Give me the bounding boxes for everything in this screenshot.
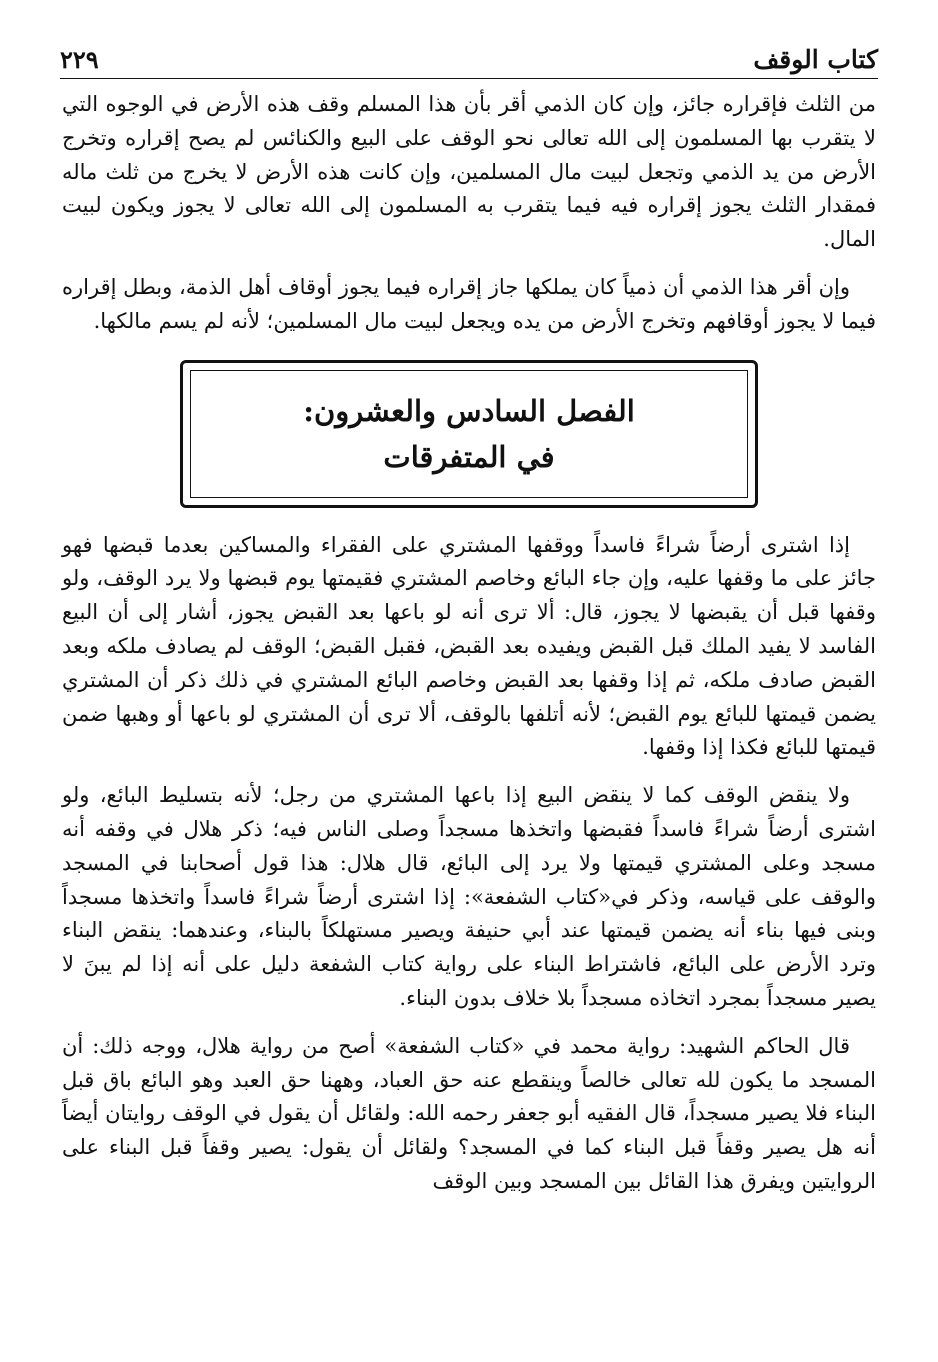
paragraph: قال الحاكم الشهيد: رواية محمد في «كتاب الشفعة» أصح من رواية هلال، ووجه ذلك: أن المسجد ما يكون لله تعالى خالصاً وينقطع عنه حق العباد، وههنا حق العبد وهو البائع باق قبل البناء فلا يصير مسجداً، قال الفقيه أبو جعفر رحمه الله: ولقائل أن يقول في الوقف روايتان أيضاً أنه هل يصير وقفاً قبل البناء كما في المسجد؟ ولقائل أن يقول: يصير وقفاً قبل البناء على الروايتين ويفرق هذا القائل بين المسجد وبين الوقف bbox=[62, 1033, 876, 1193]
paragraph: وإن أقر هذا الذمي أن ذمياً كان يملكها جاز إقراره فيما يجوز أوقاف أهل الذمة، وبطل إقراره فيما لا يجوز أوقافهم وتخرج الأرض من يده ويجعل لبيت مال المسلمين؛ لأنه لم يسم مالكها. bbox=[62, 274, 876, 333]
paragraph: ولا ينقض الوقف كما لا ينقض البيع إذا باعها المشتري من رجل؛ لأنه بتسليط البائع، ولو اشترى أرضاً شراءً فاسداً فقبضها واتخذها مسجداً وصلى الناس فيه؛ ذكر هلال في وقفه أنه مسجد وعلى المشتري قيمتها ولا يرد إلى البائع، قال هلال: هذا قول أصحابنا في المسجد والوقف على قياسه، وذكر في«كتاب الشفعة»: إذا اشترى أرضاً شراءً فاسداً واتخذها مسجداً وبنى فيها بناء أنه يضمن قيمتها عند أبي حنيفة ويصير مستهلكاً بالبناء، وعندهما: ينقض البناء وترد الأرض على البائع، فاشتراط البناء على رواية كتاب الشفعة دليل على أنه إذا لم يبنَ لا يصير مسجداً بمجرد اتخاذه مسجداً بلا خلاف بدون البناء. bbox=[62, 783, 876, 1010]
chapter-heading-line1: الفصل السادس والعشرون: bbox=[303, 393, 635, 428]
chapter-heading-box bbox=[180, 360, 758, 508]
paragraph: إذا اشترى أرضاً شراءً فاسداً ووقفها المشتري على الفقراء والمساكين بعدما قبضها فهو جائز على ما وقفها عليه، وإن جاء البائع وخاصم المشتري فقيمتها يوم قبضها ولا يرد الوقف، ولو وقفها قبل أن يقبضها لا يجوز، قال: ألا ترى أنه لو باعها بعد القبض يجوز، أشار إلى أن البيع الفاسد لا يفيد الملك قبل القبض ويفيده بعد القبض، فقبل القبض؛ الوقف لم يصادف ملكه وبعد القبض صادف ملكه، ثم إذا وقفها بعد القبض وخاصم البائع المشتري في ذلك ذكر أن المشتري يضمن قيمتها للبائع يوم القبض؛ لأنه أتلفها بالوقف، ألا ترى أن المشتري لو باعها أو وهبها ضمن قيمتها للبائع فكذا إذا وقفها. bbox=[62, 532, 876, 760]
page-number: ٢٢٩ bbox=[60, 45, 99, 74]
running-title: كتاب الوقف bbox=[753, 45, 878, 74]
page-header bbox=[60, 30, 878, 79]
page-body bbox=[62, 88, 876, 1199]
paragraph: من الثلث فإقراره جائز، وإن كان الذمي أقر بأن هذا المسلم وقف هذه الأرض في الوجوه التي لا يتقرب بها المسلمون إلى الله تعالى نحو الوقف على البيع والكنائس لم يصح إقراره وتخرج الأرض من يد الذمي وتجعل لبيت مال المسلمين، وإن كانت هذه الأرض لا يخرج من ثلث ماله فمقدار الثلث يجوز إقراره فيه فيما يتقرب به المسلمون إلى الله تعالى لا يجوز ويكون لبيت المال. bbox=[62, 92, 876, 252]
chapter-heading-line2: في المتفرقات bbox=[383, 439, 555, 474]
chapter-heading-frame bbox=[62, 339, 876, 529]
